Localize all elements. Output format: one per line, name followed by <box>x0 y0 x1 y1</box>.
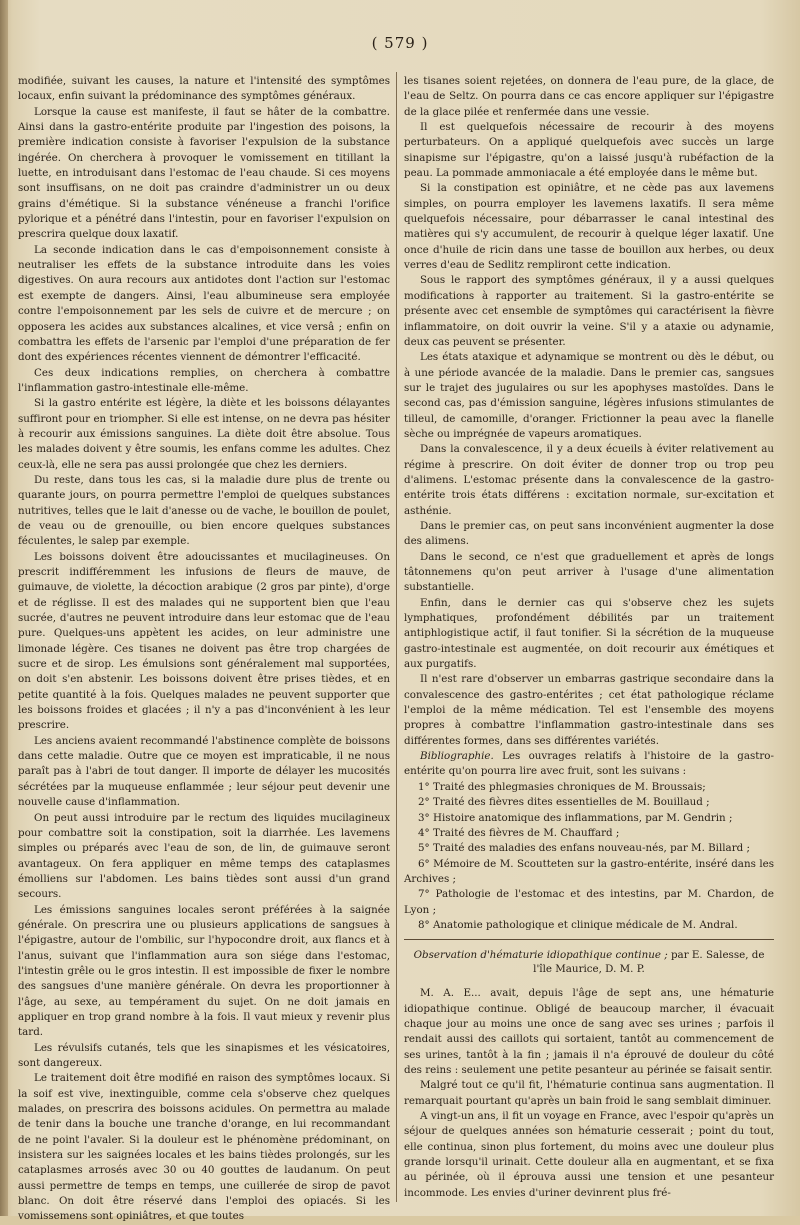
observation-title-author: par E. Salesse, de l'île Maurice, D. M. P. <box>533 949 765 976</box>
page-number: ( 579 ) <box>371 34 429 52</box>
section-separator <box>404 939 774 940</box>
bibliography-item: 6° Mémoire de M. Scoutteten sur la gastro-entérite, inséré dans les Archives ; <box>404 857 774 885</box>
bibliography-item: 5° Traité des maladies des enfans nouveau-nés, par M. Billard ; <box>418 842 750 855</box>
bibliography-item: 2° Traité des fièvres dites essentielles de M. Bouillaud ; <box>418 796 710 809</box>
column-divider <box>396 72 397 1202</box>
right-paragraph: Dans le second, ce n'est que graduellement et après de longs tâtonnemens qu'on peut arriver à l'usage d'une alimentation substantielle. <box>404 550 774 594</box>
right-paragraph: les tisanes soient rejetées, on donnera de l'eau pure, de la glace, de l'eau de Seltz. On pourra dans ce cas encore appliquer sur l'épigastre de la glace pilée et renfermée dans une vessie. <box>404 75 774 118</box>
right-paragraph: Enfin, dans le dernier cas qui s'observe chez les sujets lymphatiques, profondément débilités par un traitement antiphlogistique actif, il faut tonifier. Si la sécrétion de la muqueuse gastro-intestinale est augmentée, on doit recourir aux émétiques et aux purgatifs. <box>404 596 774 671</box>
page-binding-shadow <box>0 0 8 1216</box>
observation-paragraph: Malgré tout ce qu'il fit, l'hématurie continua sans augmentation. Il remarquait pourtant qu'après un bain froid le sang semblait diminuer. <box>404 1079 774 1107</box>
left-paragraph: Si la gastro entérite est légère, la diète et les boissons délayantes suffiront pour en triompher. Si elle est intense, on ne devra pas hésiter à recourir aux émissions sanguines. La diète doit être absolue. Tous les malades doivent y être soumis, les enfans comme les adultes. Chez ceux-là, elle ne sera pas aussi prolongée que chez les derniers. <box>18 397 390 471</box>
bibliography-item: 4° Traité des fièvres de M. Chauffard ; <box>418 826 620 839</box>
bibliography-item: 8° Anatomie pathologique et clinique médicale de M. Andral. <box>418 918 738 931</box>
observation-body <box>404 986 774 1201</box>
bibliography-item: 3° Histoire anatomique des inflammations, par M. Gendrin ; <box>418 811 733 824</box>
left-paragraph: modifiée, suivant les causes, la nature et l'intensité des symptômes locaux, enfin suivant la prédominance des symptômes généraux. <box>18 75 390 103</box>
observation-title-italic: Observation d'hématurie idiopathique continue ; <box>413 949 668 962</box>
right-paragraph: Il n'est rare d'observer un embarras gastrique secondaire dans la convalescence des gastro-entérites ; cet état pathologique réclame l'emploi de la même médication. Tel est l'ensemble des moyens propres à combattre l'inflammation gastro-intestinale dans ses différentes formes, dans ses différentes variétés. <box>404 673 774 747</box>
observation-paragraph: M. A. E... avait, depuis l'âge de sept ans, une hématurie idiopathique continue. Obligé de beaucoup marcher, il évacuait chaque jour au moins une once de sang avec ses urines ; parfois il rendait aussi des caillots qui sortaient, tantôt au commencement de ses urines, tantôt à la fin ; jamais il n'a éprouvé de douleur du côté des reins : seulement une petite pesanteur au périnée se faisait sentir. <box>404 987 774 1076</box>
left-paragraph: Les émissions sanguines locales seront préférées à la saignée générale. On prescrira une ou plusieurs applications de sangsues à l'épigastre, autour de l'ombilic, sur l'hypocondre droit, aux flancs et à l'anus, suivant que l'inflammation aura son siége dans l'estomac, l'intestin grêle ou le gros intestin. Il est impossible de fixer le nombre des sangsues d'une manière générale. On devra les proportionner à l'âge, au sexe, au tempérament du sujet. On ne doit jamais en appliquer en trop grand nombre à la fois. Il vaut mieux y revenir plus tard. <box>18 903 390 1039</box>
left-paragraph: Les révulsifs cutanés, tels que les sinapismes et les vésicatoires, sont dangereux. <box>18 1041 390 1069</box>
left-column <box>18 74 390 1225</box>
right-paragraph: Dans le premier cas, on peut sans inconvénient augmenter la dose des alimens. <box>404 519 774 548</box>
left-paragraph: Ces deux indications remplies, on cherchera à combattre l'inflammation gastro-intestinale elle-même. <box>18 366 390 394</box>
left-paragraph: Du reste, dans tous les cas, si la maladie dure plus de trente ou quarante jours, on pourra permettre l'emploi de quelques substances nutritives, telles que le lait d'anesse ou de vache, le bouillon de poulet, de veau ou de grenouille, ou bien encore quelques substances féculentes, le salep par exemple. <box>18 473 390 548</box>
right-paragraph: Il est quelquefois nécessaire de recourir à des moyens perturbateurs. On a appliqué quelquefois avec succès un large sinapisme sur l'épigastre, qu'on a laissé jusqu'à rubéfaction de la peau. La pommade ammoniacale a été employée dans le même but. <box>404 121 774 180</box>
bibliography-intro-text: Les ouvrages relatifs à l'histoire de la gastro-entérite qu'on pourra lire avec fruit, sont les suivans : <box>404 750 774 778</box>
right-paragraph: Sous le rapport des symptômes généraux, il y a aussi quelques modifications à rapporter au traitement. Si la gastro-entérite se présente avec cet ensemble de symptômes qui caractérisent la fièvre inflammatoire, on doit ouvrir la veine. S'il y a ataxie ou adynamie, deux cas peuvent se présenter. <box>404 274 774 348</box>
right-column-paragraphs <box>404 74 774 749</box>
bibliography-item: 1° Traité des phlegmasies chroniques de M. Broussais; <box>418 780 706 793</box>
bibliography-intro <box>404 749 774 780</box>
bibliography-heading: Bibliographie. <box>420 750 494 763</box>
left-paragraph: Les anciens avaient recommandé l'abstinence complète de boissons dans cette maladie. Outre que ce moyen est impraticable, il ne nous paraît pas à l'abri de tout danger. Il importe de délayer les mucosités sécrétées par la muqueuse enflammée ; leur séjour peut devenir une nouvelle cause d'inflammation. <box>18 734 390 809</box>
right-paragraph: Les états ataxique et adynamique se montrent ou dès le début, ou à une période avancée de la maladie. Dans le premier cas, sangsues sur le trajet des jugulaires ou sur les apophyses mastoïdes. Dans le second cas, pas d'émission sanguine, légères infusions stimulantes de tilleul, de camomille, d'oranger. Frictionner la peau avec la flanelle sèche ou imprégnée de vapeurs aromatiques. <box>404 351 774 440</box>
right-paragraph: Dans la convalescence, il y a deux écueils à éviter relativement au régime à prescrire. On doit éviter de donner trop ou trop peu d'alimens. L'estomac présente dans la convalescence de la gastro-entérite trois états différens : excitation normale, sur-excitation et asthénie. <box>404 443 774 517</box>
right-paragraph: Si la constipation est opiniâtre, et ne cède pas aux lavemens simples, on pourra employer les lavemens laxatifs. Il sera même quelquefois nécessaire, pour débarrasser le canal intestinal des matières qui s'y accumulent, de recourir à quelque léger laxatif. Une once d'huile de ricin dans une tasse de bouillon aux herbes, ou deux verres d'eau de Sedlitz rempliront cette indication. <box>404 182 774 272</box>
left-paragraph: On peut aussi introduire par le rectum des liquides mucilagineux pour combattre soit la constipation, soit la diarrhée. Les lavemens simples ou préparés avec l'eau de son, de lin, de guimauve seront avantageux. On fera appliquer en même temps des cataplasmes émolliens sur l'abdomen. Les bains tièdes sont aussi d'un grand secours. <box>18 811 390 901</box>
bibliography-item: 7° Pathologie de l'estomac et des intestins, par M. Chardon, de Lyon ; <box>404 888 774 916</box>
left-paragraph: Lorsque la cause est manifeste, il faut se hâter de la combattre. Ainsi dans la gastro-entérite produite par l'ingestion des poisons, la première indication consiste à favoriser l'expulsion de la substance ingérée. On cherchera à provoquer le vomissement en titillant la luette, en introduisant dans l'estomac de l'eau chaude. Si ces moyens sont insuffisans, on ne doit pas craindre d'administrer un ou deux grains d'émétique. Si la substance vénéneuse a franchi l'orifice pylorique et a pénétré dans l'intestin, pour en favoriser l'expulsion on prescrira quelque doux laxatif. <box>18 105 390 241</box>
left-paragraph: Les boissons doivent être adoucissantes et mucilagineuses. On prescrit indifféremment les infusions de fleurs de mauve, de guimauve, de violette, la décoction arabique (2 gros par pinte), d'orge et de réglisse. Il est des malades qui ne supportent bien que l'eau sucrée, d'autres ne peuvent introduire dans leur estomac que de l'eau pure. Quelques-uns appètent les acides, on leur administre une limonade légère. Ces tisanes ne doivent pas être trop chargées de sucre et de sirop. Les émulsions sont généralement mal supportées, on doit s'en abstenir. Les boissons doivent être prises tièdes, et en petite quantité à la fois. Quelques malades ne peuvent supporter que les boissons froides et glacées ; il n'y a pas d'inconvénient à les leur prescrire. <box>18 550 390 732</box>
left-paragraph: La seconde indication dans le cas d'empoisonnement consiste à neutraliser les effets de la substance introduite dans les voies digestives. On aura recours aux antidotes dont l'action sur l'estomac est exempte de dangers. Ainsi, l'eau albumineuse sera employée contre l'empoisonnement par les sels de cuivre et de mercure ; on opposera les acides aux substances alcalines, et vice versâ ; enfin on combattra les effets de l'arsenic par l'emploi d'une préparation de fer dont des expériences récentes viennent de démontrer l'efficacité. <box>18 243 390 364</box>
observation-title <box>404 948 774 976</box>
left-paragraph: Le traitement doit être modifié en raison des symptômes locaux. Si la soif est vive, inextinguible, comme cela s'observe chez quelques malades, on prescrira des boissons acidules. On permettra au malade de tenir dans la bouche une tranche d'orange, en lui recommandant de ne point l'avaler. Si la douleur est le phénomène prédominant, on insistera sur les saignées locales et les bains tièdes prolongés, sur les cataplasmes arrosés avec 30 ou 40 gouttes de laudanum. On peut aussi permettre de temps en temps, une cuillerée de sirop de pavot blanc. On doit être réservé dans l'emploi des opiacés. Si les vomissemens sont opiniâtres, et que toutes <box>18 1072 390 1223</box>
bibliography-list <box>404 780 774 933</box>
observation-paragraph: A vingt-un ans, il fit un voyage en France, avec l'espoir qu'après un séjour de quelques années son hématurie cesserait ; point du tout, elle continua, sinon plus fortement, du moins avec une douleur plus grande lorsqu'il urinait. Cette douleur alla en augmentant, et se fixa au périnée, où il éprouva aussi une tension et une pesanteur incommode. Les envies d'uriner devinrent plus fré- <box>404 1110 774 1199</box>
right-column <box>404 74 774 1201</box>
